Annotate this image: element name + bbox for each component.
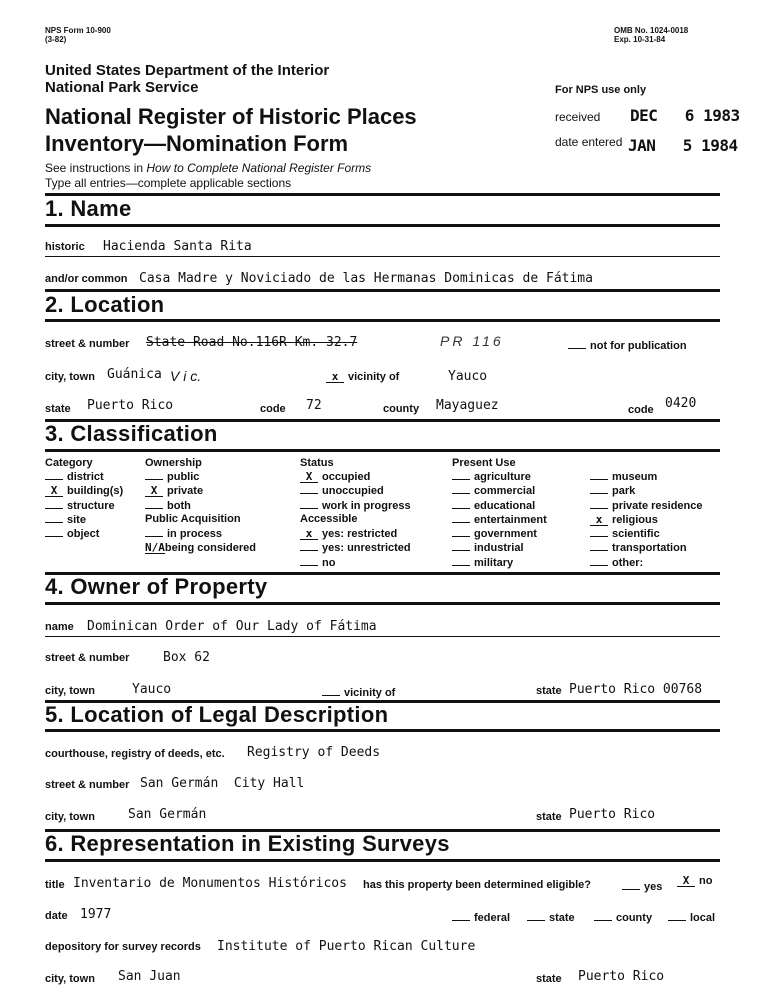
option-museum[interactable]: museum: [590, 470, 703, 484]
common-name: Casa Madre y Noviciado de las Hermanas Dominicas de Fátima: [139, 271, 593, 286]
present-use-list-1: [452, 470, 547, 570]
owner-street-label: street & number: [45, 652, 130, 664]
option-agriculture[interactable]: agriculture: [452, 470, 547, 484]
eligible-no[interactable]: [677, 875, 712, 887]
section-rule: [45, 859, 720, 862]
section-3-title: 3. Classification: [45, 421, 218, 446]
street-value: State Road No.116R Km. 32.7: [146, 335, 358, 350]
legal-street-label: street & number: [45, 779, 130, 791]
survey-date-label: date: [45, 910, 68, 922]
vicinity-checkbox[interactable]: x: [326, 371, 344, 383]
option-religious[interactable]: x religious: [590, 513, 703, 527]
survey-title: Inventario de Monumentos Históricos: [73, 876, 347, 891]
county-code: 0420: [665, 396, 697, 411]
level-federal-label: federal: [474, 912, 511, 924]
vicinity-value: Yauco: [448, 369, 488, 384]
vicinity-label: vicinity of: [348, 371, 400, 383]
omb-number: OMB No. 1024-0018: [614, 26, 689, 35]
section-rule: [45, 602, 720, 605]
instructions-text: See instructions in: [45, 161, 147, 175]
option-both[interactable]: both: [145, 499, 203, 513]
acquisition-heading: Public Acquisition: [145, 513, 241, 525]
historic-label: historic: [45, 241, 85, 253]
level-federal[interactable]: [452, 910, 510, 924]
historic-name: Hacienda Santa Rita: [103, 239, 252, 254]
option-private-residence[interactable]: private residence: [590, 499, 703, 513]
option-buildings[interactable]: X building(s): [45, 484, 123, 498]
option-military[interactable]: military: [452, 556, 547, 570]
legal-street: San Germán City Hall: [140, 776, 305, 791]
section-rule: [45, 224, 720, 227]
nps-use-label: For NPS use only: [555, 84, 647, 96]
eligible-yes-label: yes: [644, 881, 663, 893]
owner-state-label: state: [536, 685, 562, 697]
level-local[interactable]: [668, 910, 715, 924]
section-rule: [45, 193, 720, 196]
city-value: Guánica: [107, 367, 162, 382]
option-yes-restricted[interactable]: x yes: restricted: [300, 527, 411, 541]
acquisition-list: [145, 527, 256, 556]
state-value: Puerto Rico: [87, 398, 174, 413]
status-list: [300, 470, 411, 513]
city-handwritten: V i c.: [170, 368, 202, 384]
present-use-list-2: [590, 470, 703, 570]
county-label: county: [383, 403, 420, 415]
option-private[interactable]: X private: [145, 484, 203, 498]
level-state[interactable]: [527, 910, 575, 924]
not-for-publication[interactable]: [568, 338, 687, 352]
option-transportation[interactable]: transportation: [590, 541, 703, 555]
accessible-list: [300, 527, 411, 570]
option-yes-unrestricted[interactable]: yes: unrestricted: [300, 541, 411, 555]
section-1-title: 1. Name: [45, 196, 132, 221]
option-other[interactable]: other:: [590, 556, 703, 570]
state-label: state: [45, 403, 71, 415]
eligible-no-label: no: [699, 875, 713, 887]
service: National Park Service: [45, 79, 199, 96]
owner-name-label: name: [45, 621, 74, 633]
option-public[interactable]: public: [145, 470, 203, 484]
vicinity-field: [326, 371, 399, 383]
department: United States Department of the Interior: [45, 62, 330, 79]
depository-label: depository for survey records: [45, 941, 201, 953]
field-line: [45, 636, 720, 637]
form-title-2: Inventory—Nomination Form: [45, 131, 349, 156]
city-label: city, town: [45, 371, 95, 383]
legal-city: San Germán: [128, 807, 207, 822]
ownership-heading: Ownership: [145, 457, 202, 469]
section-4-title: 4. Owner of Property: [45, 574, 268, 599]
street-handwritten: PR 116: [440, 333, 504, 349]
accessible-heading: Accessible: [300, 513, 358, 525]
option-work-in-progress[interactable]: work in progress: [300, 499, 411, 513]
section-2-title: 2. Location: [45, 292, 165, 317]
category-list: [45, 470, 123, 541]
section-rule: [45, 449, 720, 452]
instructions: [45, 161, 371, 175]
option-in-process[interactable]: in process: [145, 527, 256, 541]
option-educational[interactable]: educational: [452, 499, 547, 513]
option-structure[interactable]: structure: [45, 499, 123, 513]
form-id: NPS Form 10-900: [45, 26, 111, 35]
survey-state: Puerto Rico: [578, 969, 665, 984]
ownership-list: [145, 470, 203, 513]
owner-city-label: city, town: [45, 685, 95, 697]
eligible-yes[interactable]: [622, 879, 662, 893]
state-code: 72: [306, 398, 322, 413]
not-for-publication-label: not for publication: [590, 340, 687, 352]
option-unoccupied[interactable]: unoccupied: [300, 484, 411, 498]
section-6-title: 6. Representation in Existing Surveys: [45, 831, 450, 856]
courthouse-label: courthouse, registry of deeds, etc.: [45, 748, 225, 760]
received-stamp: DEC 6 1983: [630, 106, 740, 125]
code-label: code: [260, 403, 286, 415]
legal-state-label: state: [536, 811, 562, 823]
depository-value: Institute of Puerto Rican Culture: [217, 939, 476, 954]
type-all-note: Type all entries—complete applicable sections: [45, 176, 292, 190]
option-object[interactable]: object: [45, 527, 123, 541]
option-no[interactable]: no: [300, 556, 411, 570]
option-commercial[interactable]: commercial: [452, 484, 547, 498]
date-entered-stamp: JAN 5 1984: [628, 136, 738, 155]
option-scientific[interactable]: scientific: [590, 527, 703, 541]
survey-state-label: state: [536, 973, 562, 985]
legal-city-label: city, town: [45, 811, 95, 823]
eligible-question: has this property been determined eligible?: [363, 879, 591, 891]
option-being-considered[interactable]: N/Abeing considered: [145, 541, 256, 555]
section-5-title: 5. Location of Legal Description: [45, 702, 389, 727]
option-government[interactable]: government: [452, 527, 547, 541]
owner-city: Yauco: [132, 682, 172, 697]
owner-name: Dominican Order of Our Lady of Fátima: [87, 619, 377, 634]
street-label: street & number: [45, 338, 130, 350]
owner-vicinity[interactable]: [322, 685, 395, 699]
category-heading: Category: [45, 457, 93, 469]
status-heading: Status: [300, 457, 334, 469]
option-district[interactable]: district: [45, 470, 123, 484]
form-revision: (3-82): [45, 35, 67, 44]
owner-street: Box 62: [163, 650, 210, 665]
courthouse-value: Registry of Deeds: [247, 745, 381, 760]
form-title-1: National Register of Historic Places: [45, 104, 417, 129]
option-park[interactable]: park: [590, 484, 703, 498]
option-occupied[interactable]: X occupied: [300, 470, 411, 484]
present-use-heading: Present Use: [452, 457, 516, 469]
county-code-label: code: [628, 404, 654, 416]
common-label: and/or common: [45, 273, 128, 285]
owner-state: Puerto Rico 00768: [569, 682, 703, 697]
survey-date: 1977: [80, 907, 112, 922]
eligible-no-checkbox[interactable]: X: [677, 875, 695, 887]
received-label: received: [555, 110, 601, 124]
level-local-label: local: [690, 912, 716, 924]
survey-city: San Juan: [118, 969, 181, 984]
expiration: Exp. 10-31-84: [614, 35, 666, 44]
option-entertainment[interactable]: entertainment: [452, 513, 547, 527]
date-entered-label: date entered: [555, 135, 623, 149]
county-value: Mayaguez: [436, 398, 499, 413]
section-rule: [45, 319, 720, 322]
field-line: [45, 256, 720, 257]
level-county-label: county: [616, 912, 653, 924]
section-rule: [45, 729, 720, 732]
option-site[interactable]: site: [45, 513, 123, 527]
survey-city-label: city, town: [45, 973, 95, 985]
level-state-label: state: [549, 912, 575, 924]
survey-title-label: title: [45, 879, 65, 891]
level-county[interactable]: [594, 910, 652, 924]
option-industrial[interactable]: industrial: [452, 541, 547, 555]
instructions-guide-title: How to Complete National Register Forms: [146, 161, 372, 175]
owner-vicinity-label: vicinity of: [344, 687, 396, 699]
legal-state: Puerto Rico: [569, 807, 656, 822]
